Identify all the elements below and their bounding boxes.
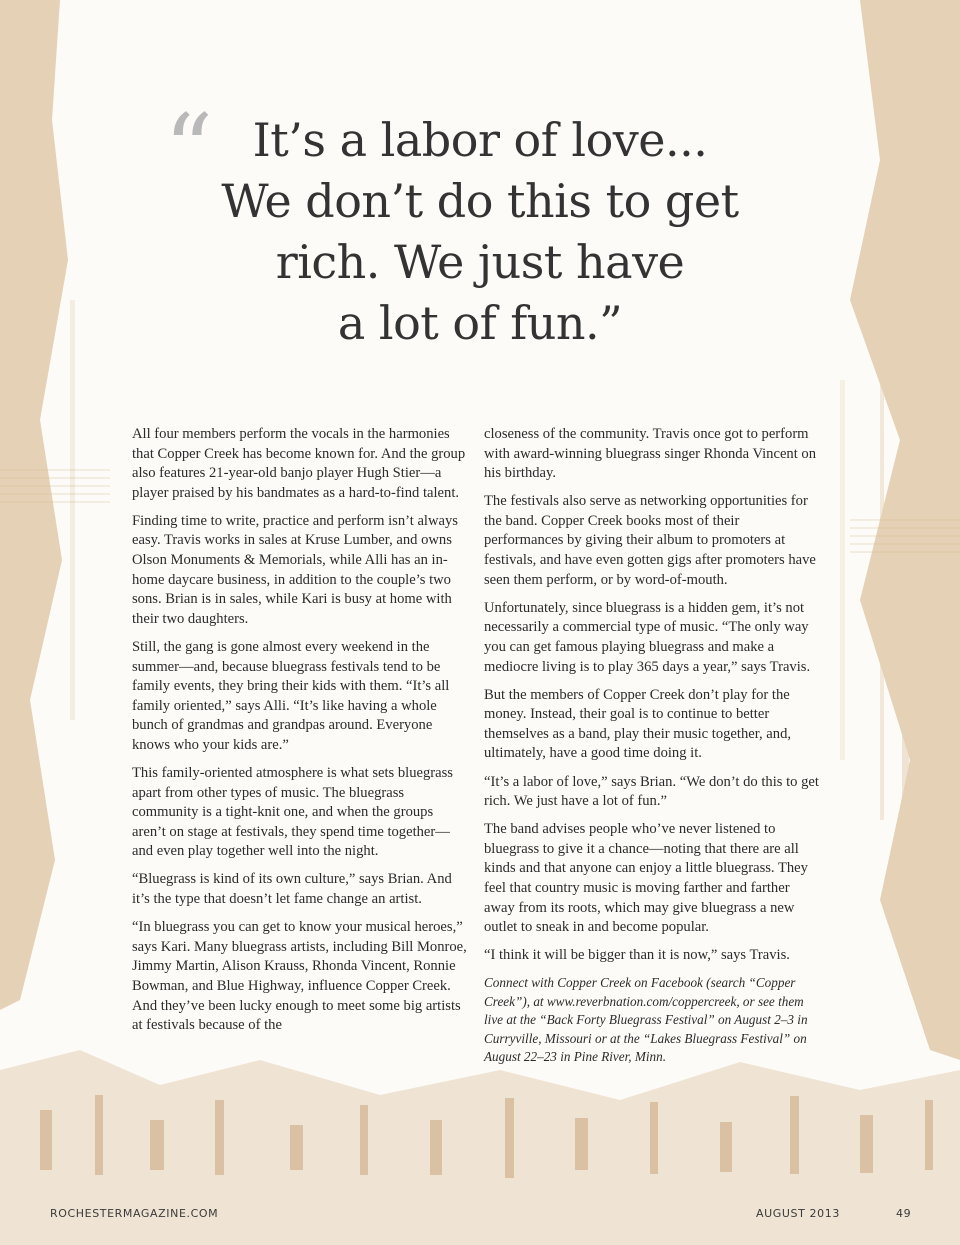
paragraph: Unfortunately, since bluegrass is a hidden gem, it’s not necessarily a commercial type of music. “The only way you can get famous playing bluegrass and make a mediocre living is to play 365 days a year,” says Travis.	[484, 599, 811, 675]
footer-issue-date: AUGUST 2013	[756, 1207, 840, 1220]
pull-quote-line: rich. We just have	[275, 235, 685, 289]
pull-quote-line: We don’t do this to get	[221, 174, 739, 228]
paragraph: “It’s a labor of love,” says Brian. “We don’t do this to get rich. We just have a lot of fun.”	[484, 773, 819, 810]
paragraph: But the members of Copper Creek don’t play for the money. Instead, their goal is to continue to better themselves as a band, play their music together, and, ultimately, have a good time doing it.	[484, 686, 792, 762]
paragraph: The festivals also serve as networking opportunities for the band. Copper Creek books most of their performances by giving their album to promoters at festivals, and have even gotten gigs after promoters have seen them perform, or by word-of-mouth.	[484, 493, 816, 588]
pull-quote-line: a lot of fun.”	[337, 296, 623, 350]
paragraph: “In bluegrass you can get to know your musical heroes,” says Kari. Many bluegrass artists, including Bill Monroe, Jimmy Martin, Alison Krauss, Rhonda Vincent, Ronnie Bowman, and Blue Highway, influence Copper Creek. And they’ve been lucky enough to meet some big artists at festivals because of the	[132, 919, 467, 1034]
article-column-right	[484, 425, 819, 1075]
footer-page-number: 49	[896, 1207, 912, 1220]
paragraph: closeness of the community. Travis once got to perform with award-winning bluegrass singer Rhonda Vincent on his birthday.	[484, 426, 817, 482]
footer-website: ROCHESTERMAGAZINE.COM	[50, 1207, 219, 1220]
article-column-left	[132, 425, 467, 1044]
paragraph: Finding time to write, practice and perform isn’t always easy. Travis works in sales at Kruse Lumber, and owns Olson Monuments & Memorials, while Alli has an in-home daycare business, in addition to the couple’s two sons. Brian is in sales, while Kari is busy at home with their two daughters.	[132, 512, 458, 627]
paragraph: Still, the gang is gone almost every weekend in the summer—and, because bluegrass festivals tend to be family events, they bring their kids with them. “It’s all family oriented,” says Alli. “It’s like having a whole bunch of grandmas and grandpas around. Everyone knows who your kids are.”	[132, 638, 450, 753]
paragraph: The band advises people who’ve never listened to bluegrass to give it a chance—noting that there are all kinds and that anyone can enjoy a little bluegrass. They feel that country music is moving farther and farther away from its roots, which may give bluegrass a new outlet to sneak in and become popular.	[484, 821, 808, 936]
quote-mark-icon: “	[164, 94, 213, 206]
paragraph: All four members perform the vocals in the harmonies that Copper Creek has become known for. And the group also features 21-year-old banjo player Hugh Stier—a player praised by his bandmates as a hard-to-find talent.	[132, 426, 466, 501]
paragraph: “I think it will be bigger than it is now,” says Travis.	[484, 947, 790, 964]
pull-quote	[130, 94, 830, 354]
paragraph: “Bluegrass is kind of its own culture,” says Brian. And it’s the type that doesn’t let fame change an artist.	[132, 871, 452, 908]
pull-quote-line: It’s a labor of love...	[252, 113, 708, 167]
closing-note: Connect with Copper Creek on Facebook (search “Copper Creek”), at www.reverbnation.com/coppercreek, or see them live at the “Back Forty Bluegrass Festival” on August 2–3 in Curryville, Missouri or at the “Lakes Bluegrass Festival” on August 22–23 in Pine River, Minn.	[484, 975, 808, 1065]
paragraph: This family-oriented atmosphere is what sets bluegrass apart from other types of music. The bluegrass community is a tight-knit one, and when the groups aren’t on stage at festivals, they spend time together—and even play together well into the night.	[132, 765, 453, 860]
